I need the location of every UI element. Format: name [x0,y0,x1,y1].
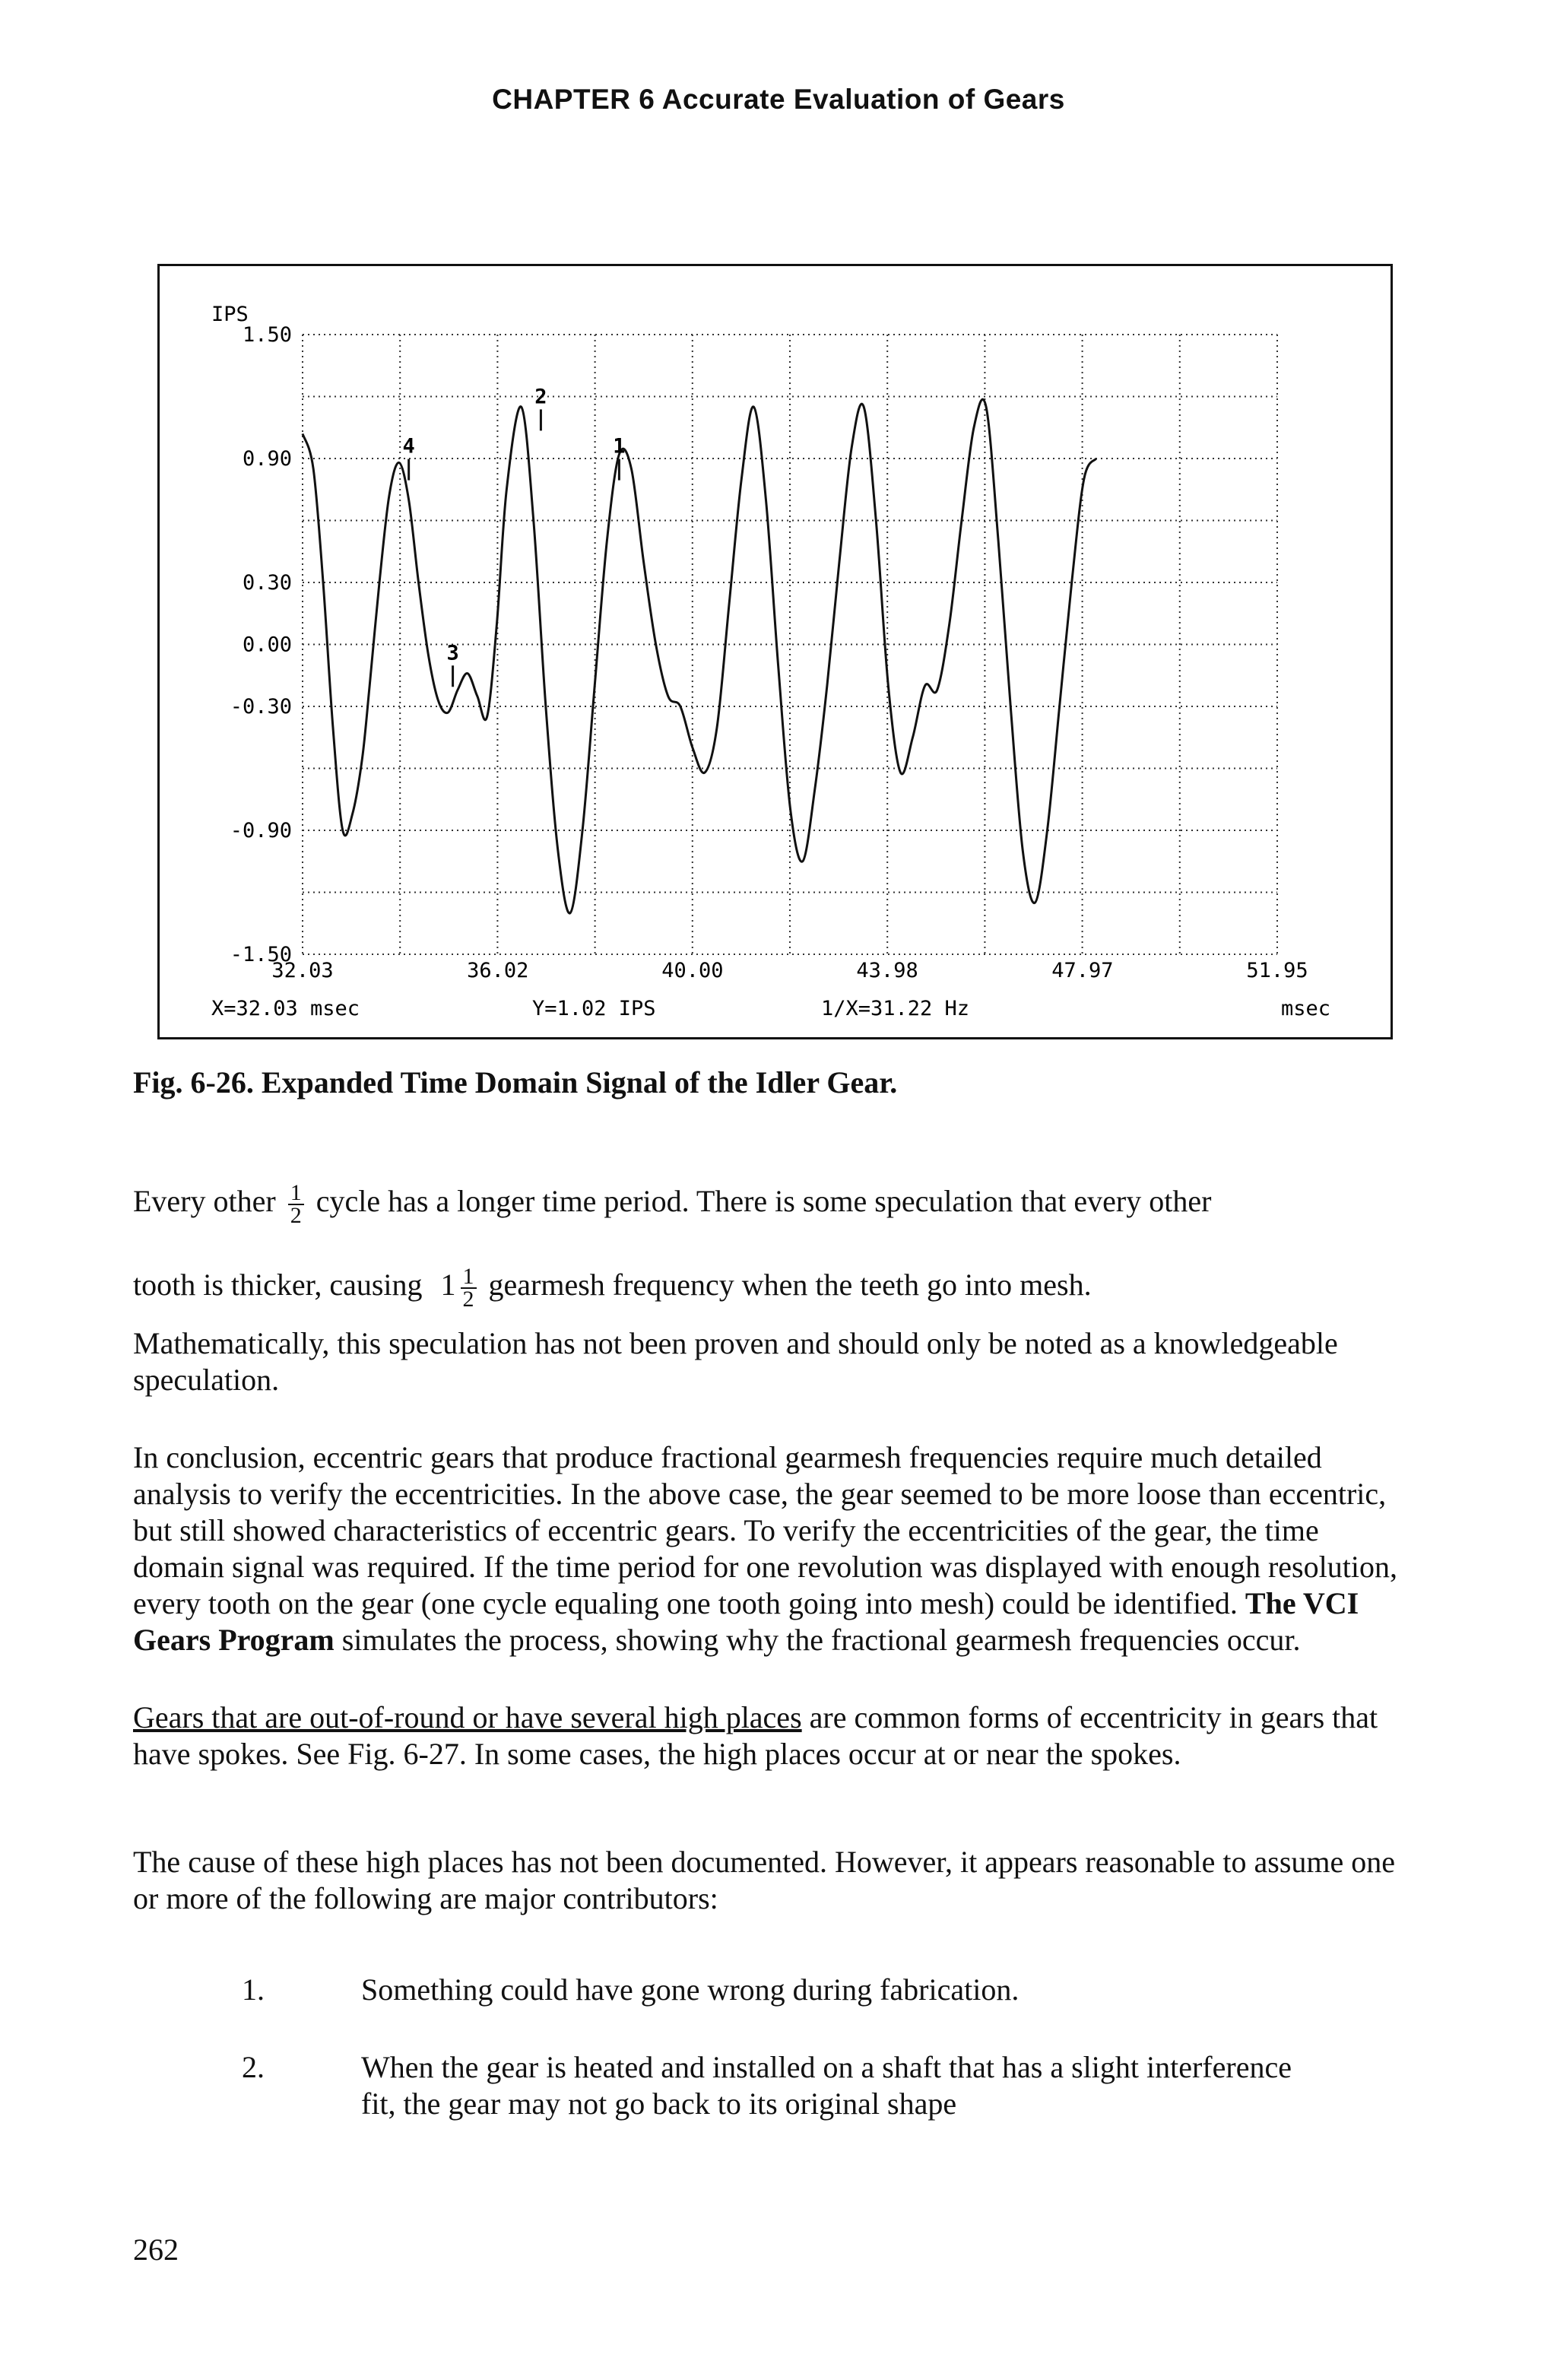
p1-text-c: tooth is thicker, causing [133,1268,423,1303]
readout-y: Y=1.02 IPS [532,997,656,1020]
mixed-number-whole: 1 [440,1268,456,1303]
y-tick-label: 0.90 [242,447,292,471]
list-text: When the gear is heated and installed on a shaft that has a slight interference fit, the gear may not go back to its original shape [361,2050,1292,2121]
x-tick-label: 32.03 [271,959,334,982]
y-tick-labels [230,323,292,966]
fraction-half-2 [461,1266,477,1310]
p2-text-a: In conclusion, eccentric gears that produce fractional gearmesh frequencies require much detailed analysis to verify the eccentricities. In the above case, the gear seemed to be more loose than eccentric, but still showed characteristics of eccentric gears. To verify the eccentricities of the gear, the time domain signal was required. If the time period for one revolution was displayed with enough resolution, every tooth on the gear (one cycle equaling one tooth going into mesh) could be identified. [133,1440,1397,1620]
fraction-denominator: 2 [290,1203,302,1228]
p3-underlined-text: Gears that are out-of-round or have several high places [133,1700,802,1734]
fraction-numerator: 1 [288,1182,304,1205]
p3-text: are common forms of eccentricity in gears that have spokes. See Fig. 6-27. In some cases, the high places occur at or near the spokes. [133,1700,1378,1771]
running-head: CHAPTER 6 Accurate Evaluation of Gears [492,84,1065,115]
annotation-label: 1 [613,434,626,459]
y-tick-label: 1.50 [242,323,292,347]
y-tick-label: -1.50 [230,943,292,966]
y-tick-label: 0.00 [242,633,292,657]
p1-text-b: cycle has a longer time period. There is some speculation that every other [316,1184,1212,1219]
readout-x: X=32.03 msec [211,997,360,1020]
x-tick-label: 43.98 [856,959,918,982]
paragraph-1 [133,1182,1406,1226]
y-tick-label: -0.90 [230,819,292,843]
x-tick-label: 40.00 [661,959,724,982]
figure-caption: Fig. 6-26. Expanded Time Domain Signal of the Idler Gear. [133,1065,898,1100]
paragraph-1-end: Mathematically, this speculation has not been proven and should only be noted as a knowledgeable speculation. [133,1326,1338,1397]
p2-program-name: The VCI Gears Program [133,1586,1359,1657]
fraction-denominator: 2 [462,1287,474,1312]
y-tick-label: -0.30 [230,695,292,719]
x-tick-label: 36.02 [467,959,529,982]
y-tick-label: 0.30 [242,571,292,595]
paragraph-1-cont [133,1266,1406,1310]
list-number: 1. [242,1972,265,2007]
paragraph-4: The cause of these high places has not been documented. However, it appears reasonable to assume one or more of the following are major contributors: [133,1845,1396,1915]
page-number: 262 [133,2232,179,2267]
p2-text-b: simulates the process, showing why the fractional gearmesh frequencies occur. [341,1623,1301,1657]
fraction-numerator: 1 [461,1266,477,1289]
annotation-label: 3 [446,641,459,665]
list-number: 2. [242,2050,265,2084]
annotation-label: 2 [534,385,547,409]
x-tick-label: 51.95 [1246,959,1308,982]
list-text: Something could have gone wrong during fabrication. [361,1972,1020,2007]
p1-text-d: gearmesh frequency when the teeth go into mesh. [488,1268,1092,1303]
figure-frame [157,264,1393,1039]
paragraph-3 [133,1699,1406,1772]
annotation-label: 4 [402,434,415,459]
fraction-half [288,1182,304,1226]
time-domain-chart [160,266,1391,1037]
x-tick-label: 47.97 [1051,959,1114,982]
y-axis-label: IPS [211,303,249,326]
x-tick-labels [271,959,1308,982]
x-unit-label: msec [1281,997,1331,1020]
signal-series-line [303,399,1096,913]
p1-text-a: Every other [133,1184,276,1219]
paragraph-2 [133,1439,1406,1658]
readout-inverse: 1/X=31.22 Hz [821,997,970,1020]
